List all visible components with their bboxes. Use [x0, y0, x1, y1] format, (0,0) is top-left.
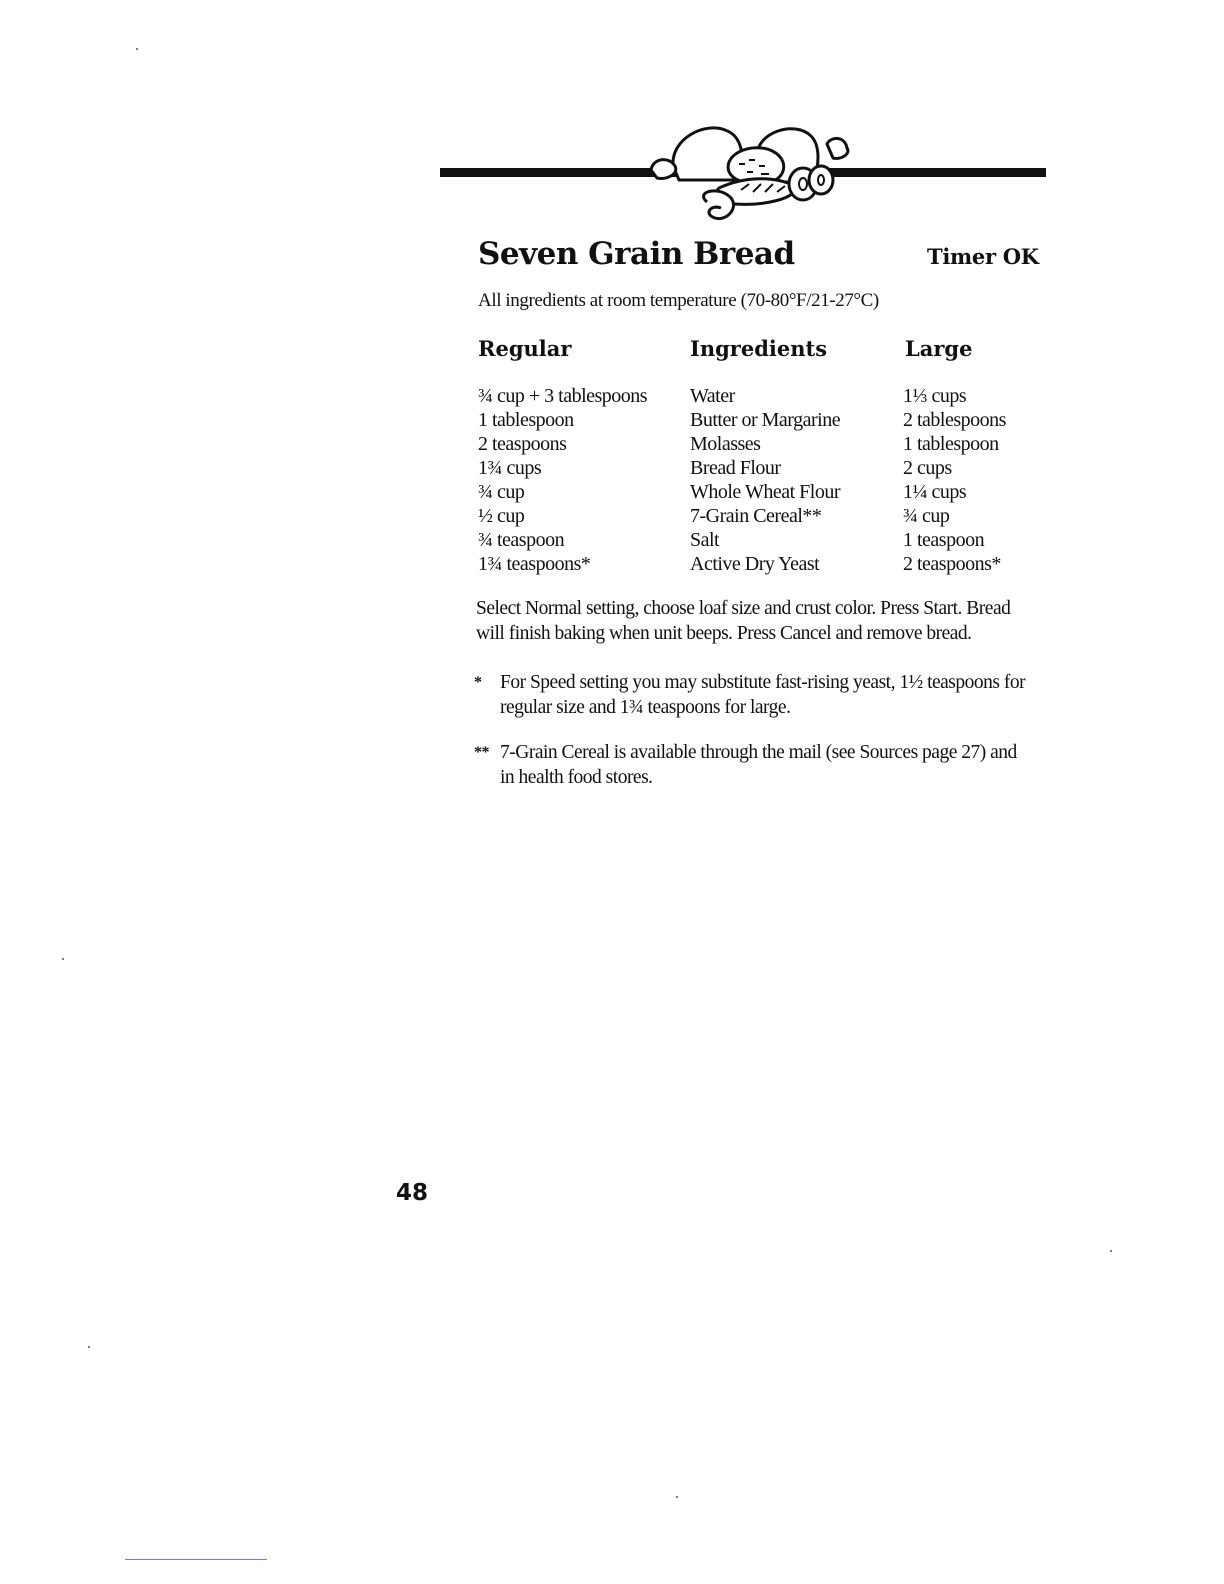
- ingredient-name: Active Dry Yeast: [690, 553, 820, 575]
- regular-amount: 1¾ cups: [478, 457, 542, 479]
- ingredient-name: 7-Grain Cereal**: [690, 505, 822, 527]
- page-number: 48: [396, 1180, 429, 1206]
- scan-speck: [676, 1496, 678, 1498]
- scan-speck: [136, 48, 138, 50]
- regular-amount: 1¾ teaspoons*: [478, 553, 591, 575]
- temperature-note: All ingredients at room temperature (70-80°F/21-27°C): [478, 290, 879, 311]
- ingredient-name: Water: [690, 385, 735, 407]
- large-amount: 1 tablespoon: [903, 433, 999, 455]
- regular-amount: 1 tablespoon: [478, 409, 574, 431]
- column-header-ingredients: Ingredients: [690, 336, 828, 361]
- large-amounts-column: [903, 384, 1006, 576]
- baking-instructions: Select Normal setting, choose loaf size and crust color. Press Start. Bread will finish baking when unit beeps. Press Cancel and remove bread.: [476, 598, 1011, 644]
- footnote-mark: *: [474, 674, 482, 691]
- ingredient-name: Molasses: [690, 433, 761, 455]
- column-header-large: Large: [905, 336, 973, 361]
- large-amount: 2 cups: [903, 457, 952, 479]
- ingredient-name: Salt: [690, 529, 720, 551]
- large-amount: ¾ cup: [903, 505, 950, 527]
- ingredient-name: Whole Wheat Flour: [690, 481, 840, 503]
- regular-amounts-column: [478, 384, 647, 576]
- footnote-mark: **: [474, 744, 489, 761]
- footnote-text: For Speed setting you may substitute fast-rising yeast, 1½ teaspoons for regular size and 1¾ teaspoons for large.: [500, 672, 1026, 718]
- footnote-cereal: [474, 740, 1034, 790]
- large-amount: 2 tablespoons: [903, 409, 1006, 431]
- bottom-edge-line: [125, 1559, 267, 1560]
- scan-speck: [1110, 1250, 1112, 1252]
- large-amount: 1⅓ cups: [903, 385, 967, 407]
- regular-amount: ¾ cup + 3 tablespoons: [478, 385, 648, 407]
- footnote-yeast: [474, 670, 1034, 720]
- recipe-title: Seven Grain Bread: [478, 236, 795, 272]
- ingredients-column: [690, 384, 840, 576]
- large-amount: 2 teaspoons*: [903, 553, 1001, 575]
- scan-speck: [88, 1346, 90, 1348]
- large-amount: 1 teaspoon: [903, 529, 985, 551]
- column-header-regular: Regular: [478, 336, 572, 361]
- timer-ok-label: Timer OK: [927, 244, 1039, 269]
- regular-amount: 2 teaspoons: [478, 433, 567, 455]
- bread-loaves-icon: [645, 118, 855, 230]
- scan-speck: [62, 958, 64, 960]
- regular-amount: ¾ cup: [478, 481, 525, 503]
- ingredient-name: Bread Flour: [690, 457, 781, 479]
- large-amount: 1¼ cups: [903, 481, 967, 503]
- regular-amount: ¾ teaspoon: [478, 529, 565, 551]
- regular-amount: ½ cup: [478, 505, 525, 527]
- ingredient-name: Butter or Margarine: [690, 409, 841, 431]
- footnote-text: 7-Grain Cereal is available through the mail (see Sources page 27) and in health food stores.: [500, 742, 1017, 788]
